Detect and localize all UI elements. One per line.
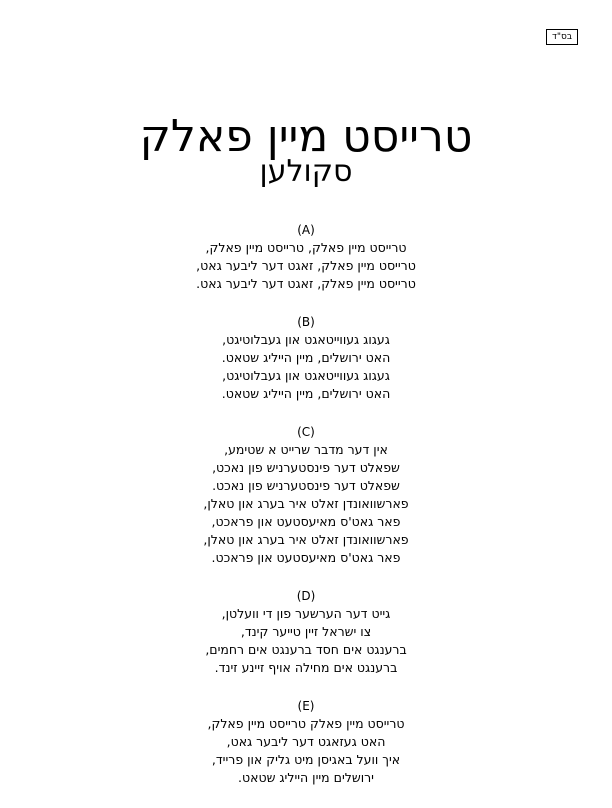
lyric-line: איך וועל באגיסן מיט גליק און פרייד, — [211, 752, 401, 767]
lyric-line: שפאלט דער פינסטערניש פון נאכט. — [212, 478, 400, 493]
stanza-label: (C) — [297, 425, 315, 439]
lyric-line: טרייסט מיין פאלק טרייסט מיין פאלק, — [207, 716, 405, 731]
lyric-line: געגוג געווייטאגט און געבלוטיגט, — [222, 368, 390, 383]
lyric-line: ברענגט אים מחילה אויף זיינע זינד. — [214, 660, 398, 675]
lyric-line: טרייסט מיין פאלק, זאגט דער ליבער גאט. — [196, 276, 416, 291]
lyric-line: געגוג געווייטאגט און געבלוטיגט, — [222, 332, 390, 347]
lyric-line: שפאלט דער פינסטערניש פון נאכט, — [212, 460, 400, 475]
lyric-line: האט ירושלים, מיין הייליג שטאט. — [221, 386, 391, 401]
lyric-line: טרייסט מיין פאלק, טרייסט מיין פאלק, — [205, 240, 407, 255]
stanza-label: (B) — [297, 315, 315, 329]
stanza-c — [0, 424, 612, 567]
stanza-e — [0, 698, 612, 787]
lyric-line: פארשוואונדן זאלט איר בערג און טאלן, — [203, 496, 409, 511]
composer-name: סקולען — [259, 154, 353, 189]
stanza-label: (A) — [297, 223, 315, 237]
stanza-label: (E) — [297, 699, 315, 713]
bsd-header-box: בס"ד — [546, 29, 578, 45]
lyric-line: צו ישראל זיין טייער קינד, — [240, 624, 372, 639]
lyrics-body — [0, 222, 612, 808]
stanza-a — [0, 222, 612, 293]
song-title: טרייסט מיין פאלק — [139, 111, 473, 163]
lyric-line: האט ירושלים, מיין הייליג שטאט. — [221, 350, 391, 365]
lyric-line: ירושלים מיין הייליג שטאט. — [238, 770, 374, 785]
lyric-line: טרייסט מיין פאלק, זאגט דער ליבער גאט, — [196, 258, 416, 273]
lyric-line: האט געזאגט דער ליבער גאט, — [226, 734, 386, 749]
stanza-label: (D) — [296, 589, 316, 603]
lyric-line: פאר גאט'ס מאיעסטעט און פראכט, — [211, 514, 401, 529]
lyric-line: ברענגט אים חסד ברענגט אים רחמים, — [205, 642, 407, 657]
stanza-b — [0, 314, 612, 403]
stanza-d — [0, 588, 612, 677]
lyric-line: פאר גאט'ס מאיעסטעט און פראכט. — [211, 550, 401, 565]
lyric-line: גייט דער הערשער פון די וועלטן, — [221, 606, 391, 621]
lyric-line: פארשוואונדן זאלט איר בערג און טאלן, — [203, 532, 409, 547]
lyric-line: אין דער מדבר שרייט א שטימע, — [224, 442, 388, 457]
